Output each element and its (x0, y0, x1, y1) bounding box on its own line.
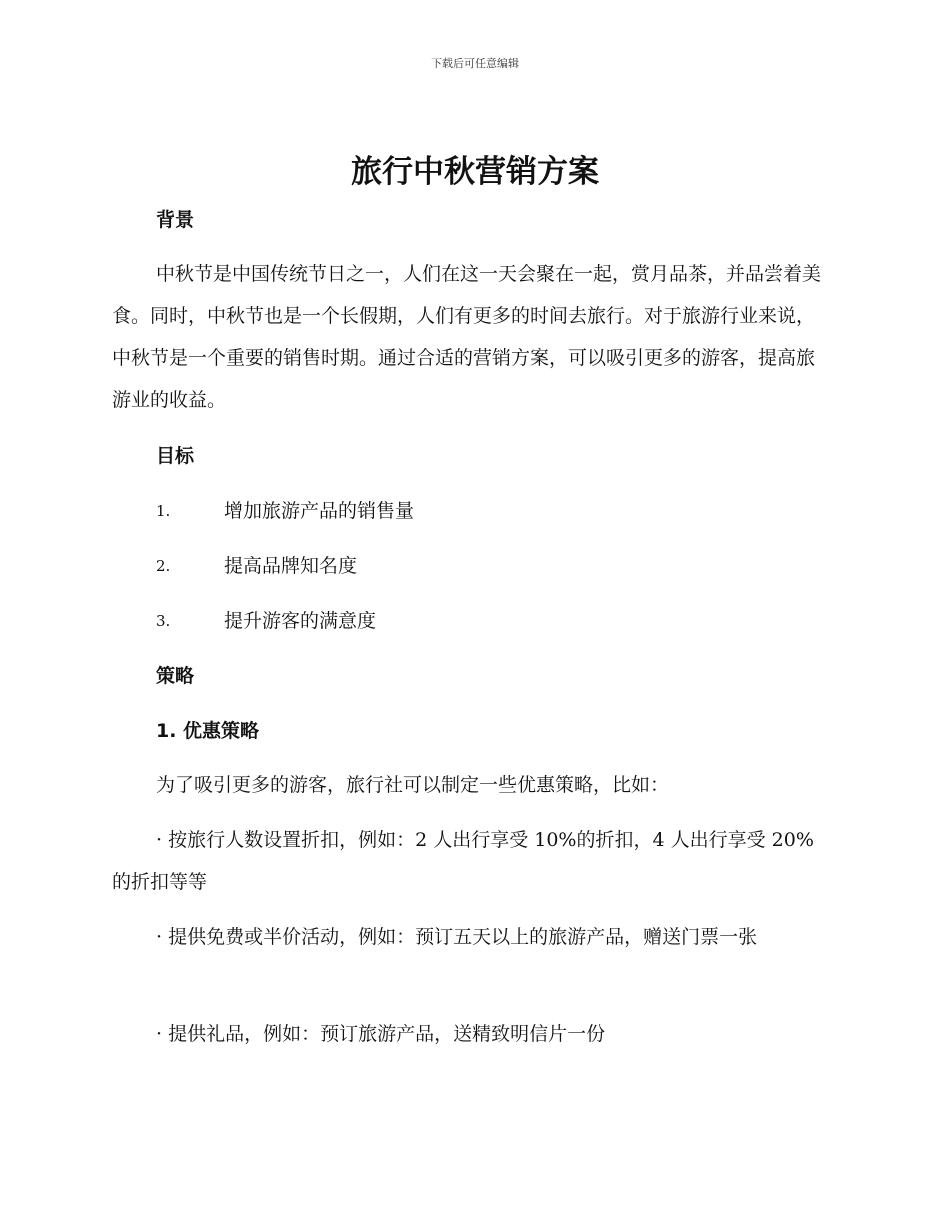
strategy-bullet: · 提供免费或半价活动，例如：预订五天以上的旅游产品，赠送门票一张 (156, 926, 758, 948)
list-number: 1. (156, 502, 171, 520)
list-number: 2. (156, 557, 171, 575)
subsection-heading-discount: 1. 优惠策略 (156, 720, 260, 742)
section-heading-goals: 目标 (156, 445, 195, 467)
strategy-intro: 为了吸引更多的游客，旅行社可以制定一些优惠策略，比如： (156, 774, 670, 796)
document-title: 旅行中秋营销方案 (351, 154, 599, 190)
strategy-bullet: · 提供礼品，例如：预订旅游产品，送精致明信片一份 (156, 1023, 606, 1045)
list-number: 3. (156, 612, 171, 630)
page-header-note: 下载后可任意编辑 (431, 57, 519, 70)
background-paragraph: 中秋节是中国传统节日之一，人们在这一天会聚在一起，赏月品茶，并品尝着美食。同时，中秋节也是一个长假期，人们有更多的时间去旅行。对于旅游行业来说，中秋节是一个重要的销售时期。通过合适的营销方案，可以吸引更多的游客，提高旅游业的收益。 (112, 263, 822, 411)
section-heading-background: 背景 (156, 209, 195, 231)
list-text: 提升游客的满意度 (224, 610, 377, 632)
strategy-bullet: · 按旅行人数设置折扣，例如：2 人出行享受 10%的折扣，4 人出行享受 20%的折扣等等 (112, 829, 814, 893)
list-text: 增加旅游产品的销售量 (224, 500, 415, 522)
list-text: 提高品牌知名度 (224, 555, 358, 577)
section-heading-strategy: 策略 (156, 665, 195, 687)
